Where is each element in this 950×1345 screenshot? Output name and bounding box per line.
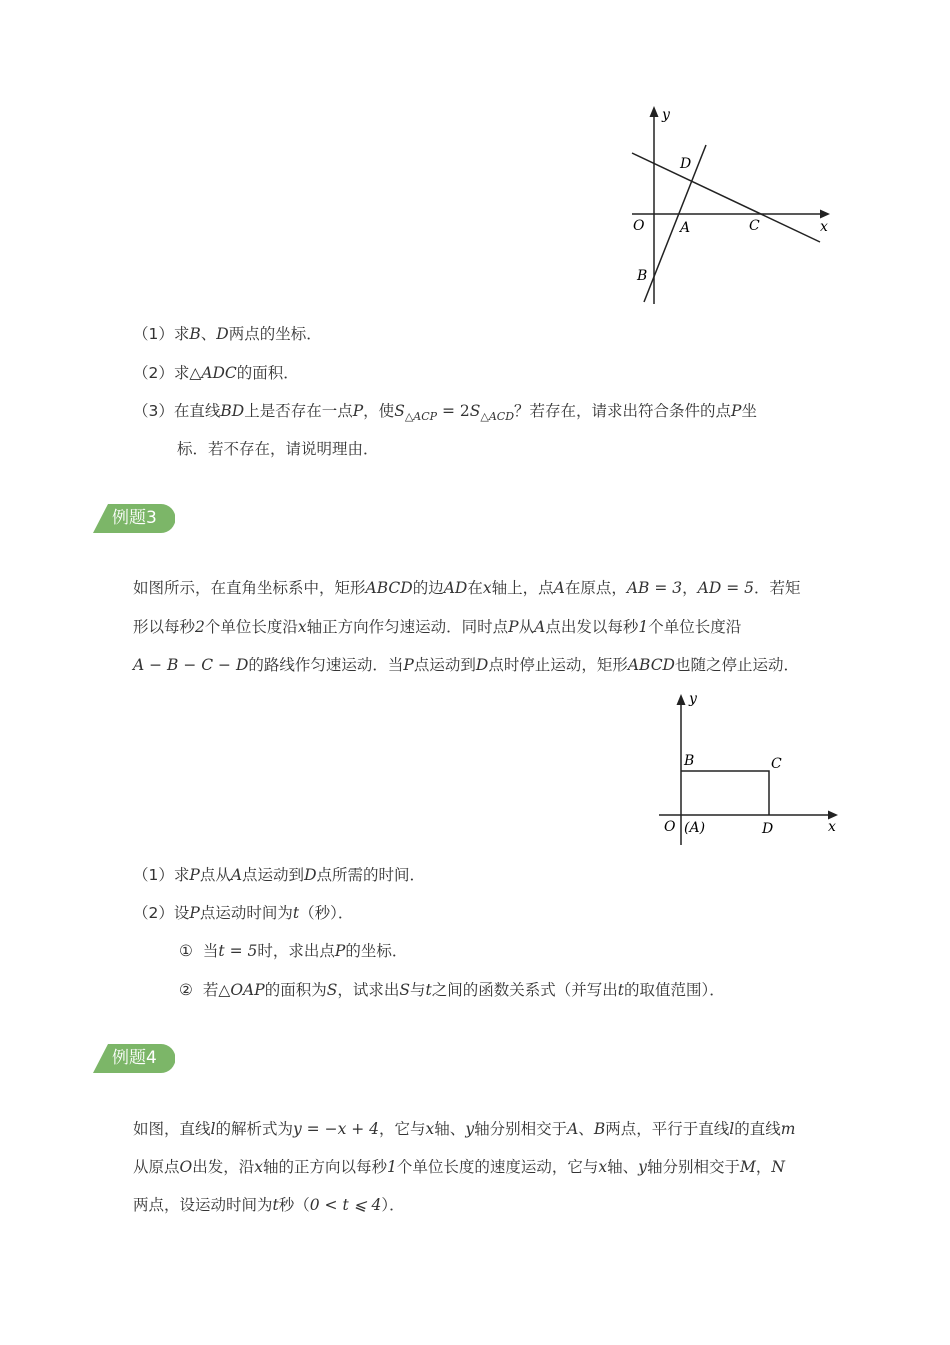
ex4-line-3: 两点，设运动时间为t秒（0 < t ⩽ 4）． <box>133 1196 405 1214</box>
fig2-label-a: (A) <box>684 820 706 836</box>
fig2-y-arrow <box>677 694 686 705</box>
fig2-label-o: O <box>664 819 676 835</box>
fig2-label-y: y <box>689 691 697 707</box>
example-4-header <box>93 1044 175 1073</box>
part1-question-1: （1）求B、D两点的坐标． <box>133 325 322 343</box>
ex3-question-1: （1）求P点从A点运动到D点所需的时间． <box>133 866 426 884</box>
fig2-label-b: B <box>684 753 695 769</box>
fig1-label-x: x <box>820 219 828 235</box>
fig1-label-a: A <box>680 220 691 236</box>
part1-question-2: （2）求△ADC的面积． <box>133 364 299 382</box>
fig1-y-arrow <box>650 106 659 117</box>
part1-question-3: （3）在直线BD上是否存在一点P，使$S_{\triangle ACP} = 2S_{\triangle ACD}$？若存在，请求出符合条件的点P坐 <box>133 402 757 424</box>
fig2-label-c: C <box>771 756 782 772</box>
ex3-question-2: （2）设P点运动时间为t（秒）． <box>133 904 354 922</box>
ex3-line-2: 形以每秒2个单位长度沿x轴正方向作匀速运动．同时点P从A点出发以每秒1个单位长度沿 <box>133 618 742 636</box>
fig1-x-arrow <box>820 210 830 219</box>
fig2-label-d: D <box>762 821 774 837</box>
ex3-subquestion-1: ① 当t = 5时，求出点P的坐标． <box>179 942 408 960</box>
fig1-label-b: B <box>637 268 648 284</box>
fig2-label-x: x <box>828 819 836 835</box>
ex3-subquestion-2: ② 若△OAP的面积为S，试求出S与t之间的函数关系式（并写出t的取值范围）． <box>179 981 725 999</box>
fig1-line-dc <box>632 153 820 242</box>
example-3-header <box>93 504 175 533</box>
fig1-label-y: y <box>662 107 670 123</box>
ex4-line-2: 从原点O出发，沿x轴的正方向以每秒1个单位长度的速度运动，它与x轴、y轴分别相交于M，N <box>133 1158 785 1176</box>
fig2-x-arrow <box>828 811 838 820</box>
fig1-label-o: O <box>633 218 645 234</box>
part1-question-3-cont: 标．若不存在，请说明理由． <box>177 440 379 458</box>
ex3-line-3: A − B − C − D的路线作匀速运动．当P点运动到D点时停止运动，矩形ABCD也随之停止运动． <box>133 656 800 674</box>
ex4-line-1: 如图，直线l的解析式为y = −x + 4，它与x轴、y轴分别相交于A、B两点，平行于直线l的直线m <box>133 1120 796 1138</box>
fig1-line-bd <box>644 145 706 302</box>
fig1-label-c: C <box>749 218 760 234</box>
fig2-rectangle <box>681 771 769 815</box>
ex3-line-1: 如图所示，在直角坐标系中，矩形ABCD的边AD在x轴上，点A在原点，AB = 3，AD = 5．若矩 <box>133 579 801 597</box>
example-4-title: 例题4 <box>112 1048 157 1068</box>
example-3-title: 例题3 <box>112 508 157 528</box>
fig1-label-d: D <box>680 156 692 172</box>
